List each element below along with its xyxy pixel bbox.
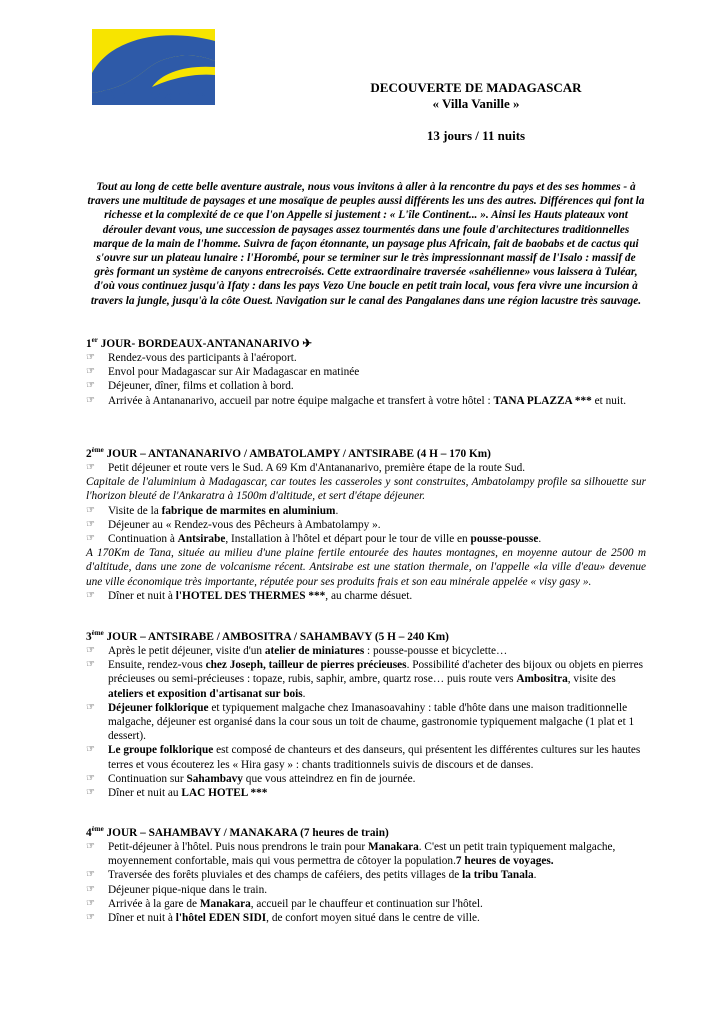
list-item: ☞ Le groupe folklorique est composé de chanteurs et des danseurs, qui présentent les différentes cultures sur les hautes terres et vous écouterez les « Hira gasy » : chants traditionnels suivis de discours et de danses. xyxy=(86,744,641,771)
pointing-hand-icon: ☞ xyxy=(86,589,95,601)
list-item: ☞ Dîner et nuit à l'hôtel EDEN SIDI, de confort moyen situé dans le centre de ville. xyxy=(86,911,480,924)
list-item: ☞ Petit-déjeuner à l'hôtel. Puis nous prendrons le train pour Manakara. C'est un petit train typiquement malgache, moyennement confortable, mais qui vous permettra de côtoyer la population.7 heures de voyages. xyxy=(86,840,616,868)
pointing-hand-icon: ☞ xyxy=(86,787,95,798)
pointing-hand-icon: ☞ xyxy=(86,869,95,881)
list-item: ☞ Déjeuner, dîner, films et collation à bord. xyxy=(86,380,294,393)
pointing-hand-icon: ☞ xyxy=(86,772,95,784)
pointing-hand-icon: ☞ xyxy=(86,701,95,713)
day-1-heading: 1er JOUR- BORDEAUX-ANTANANARIVO ✈ xyxy=(86,336,312,350)
day-4-heading: 4ème JOUR – SAHAMBAVY / MANAKARA (7 heures de train) xyxy=(86,825,389,839)
pointing-hand-icon: ☞ xyxy=(86,897,95,909)
logo-text: Bleu Marine xyxy=(103,86,206,107)
list-item: ☞ Petit déjeuner et route vers le Sud. A 69 Km d'Antananarivo, première étape de la route Sud. xyxy=(86,461,526,474)
pointing-hand-icon: ☞ xyxy=(86,744,95,756)
pointing-hand-icon: ☞ xyxy=(86,644,95,656)
list-item: ☞ Déjeuner folklorique et typiquement malgache chez Imanasoavahiny : table d'hôte dans une maison traditionnelle malgache, déjeuner est organisé dans la cour sous un toit de chaume, gastronomie typiquement malgache (1 plat et 1 dessert). xyxy=(86,701,635,743)
list-item: ☞ Continuation à Antsirabe, Installation à l'hôtel et départ pour le tour de ville en pousse-pousse. xyxy=(86,532,542,545)
day-3-section xyxy=(86,626,646,800)
pointing-hand-icon: ☞ xyxy=(86,911,95,923)
pointing-hand-icon: ☞ xyxy=(86,394,95,406)
pointing-hand-icon: ☞ xyxy=(86,532,95,544)
pointing-hand-icon: ☞ xyxy=(86,518,95,530)
day-1-section xyxy=(86,333,646,408)
trip-duration: 13 jours / 11 nuits xyxy=(426,128,526,143)
list-item: ☞ Déjeuner au « Rendez-vous des Pêcheurs à Ambatolampy ». xyxy=(86,518,381,531)
list-item: ☞ Arrivée à Antananarivo, accueil par notre équipe malgache et transfert à votre hôtel : TANA PLAZZA *** et nuit. xyxy=(86,394,627,407)
list-item: ☞ Dîner et nuit à l'HOTEL DES THERMES ***, au charme désuet. xyxy=(86,589,413,602)
pointing-hand-icon: ☞ xyxy=(86,461,95,473)
document-subtitle: « Villa Vanille » xyxy=(432,96,520,111)
list-item: ☞ Continuation sur Sahambavy que vous atteindrez en fin de journée. xyxy=(86,772,416,785)
day-2-section xyxy=(86,443,646,603)
intro-paragraph: Tout au long de cette belle aventure australe, nous vous invitons à aller à la rencontre du pays et des ses hommes - à travers une multitude de paysages et une mosaïque de peuples aussi différents les uns des autres. Différences qui font la richesse et la complexité de ce que l'on Appelle si justement : « L'île Continent... ». Ainsi les Hauts plateaux vont dérouler devant vous, une succession de paysages assez tourmentés dans une foule d'architectures traditionnelles marque de la main de l'homme. Suivra de façon étonnante, un paysage plus Africain, fait de baobabs et de cactus qui s'ouvre sur un plateau lunaire : l'Horombé, pour se terminer sur le très impressionnant massif de l'Isalo : massif de grès formant un système de canyons entrecroisés. Cette extraordinaire traversée «sahélienne» vous laissera à Tuléar, d'où vous continuez jusqu'à Ifaty : dans les pays Vezo Une boucle en petit train local, vous fera vivre une incursion à travers la jungle, jusqu'à la côte Ouest. Navigation sur le canal des Pangalanes dans une région lacustre très sauvage. xyxy=(87,181,645,307)
list-item: ☞ Après le petit déjeuner, visite d'un atelier de miniatures : pousse-pousse et bicyclette… xyxy=(86,644,508,657)
pointing-hand-icon: ☞ xyxy=(86,366,95,378)
ambatolampy-description: Capitale de l'aluminium à Madagascar, car toutes les casseroles y sont construites, Ambatolampy profile sa silhouette sur l'horizon bleuté de l'Ankaratra à 1500m d'altitude, et sert d'étape déjeuner. xyxy=(86,476,646,503)
day-3-heading: 3ème JOUR – ANTSIRABE / AMBOSITRA / SAHAMBAVY (5 H – 240 Km) xyxy=(86,629,449,643)
day-2-heading: 2ème JOUR – ANTANANARIVO / AMBATOLAMPY / ANTSIRABE (4 H – 170 Km) xyxy=(86,446,491,460)
list-item: ☞ Rendez-vous des participants à l'aéroport. xyxy=(86,351,297,364)
list-item: ☞ Dîner et nuit au LAC HOTEL *** xyxy=(86,787,268,799)
pointing-hand-icon: ☞ xyxy=(86,840,95,852)
pointing-hand-icon: ☞ xyxy=(86,504,95,516)
document-title: DECOUVERTE DE MADAGASCAR xyxy=(370,80,582,95)
list-item: ☞ Envol pour Madagascar sur Air Madagascar en matinée xyxy=(86,366,360,379)
antsirabe-description: A 170Km de Tana, située au milieu d'une plaine fertile entourée des hautes montagnes, en moyenne autour de 2500 m d'altitude, dans une zone de volcanisme récent. Antsirabe est une station thermale, on l'appelle «la ville d'eau» devenue une ville économique très importante, réputée pour ses produits frais et son eau minérale appelée « visy gasy ». xyxy=(86,547,646,588)
list-item: ☞ Déjeuner pique-nique dans le train. xyxy=(86,883,268,896)
pointing-hand-icon: ☞ xyxy=(86,380,95,392)
pointing-hand-icon: ☞ xyxy=(86,351,95,363)
pointing-hand-icon: ☞ xyxy=(86,659,95,671)
list-item: ☞ Ensuite, rendez-vous chez Joseph, tailleur de pierres précieuses. Possibilité d'acheter des bijoux ou objets en pierres précieuses ou semi-précieuses : topaze, rubis, saphir, ambre, quartz rose… puis route vers Ambositra, visite des ateliers et exposition d'artisanat sur bois. xyxy=(86,659,643,700)
day-4-section xyxy=(86,822,646,925)
list-item: ☞ Arrivée à la gare de Manakara, accueil par le chauffeur et continuation sur l'hôtel. xyxy=(86,897,483,910)
list-item: ☞ Traversée des forêts pluviales et des champs de caféiers, des petits villages de la tribu Tanala. xyxy=(86,869,537,882)
list-item: ☞ Visite de la fabrique de marmites en aluminium. xyxy=(86,504,339,517)
pointing-hand-icon: ☞ xyxy=(86,883,95,895)
